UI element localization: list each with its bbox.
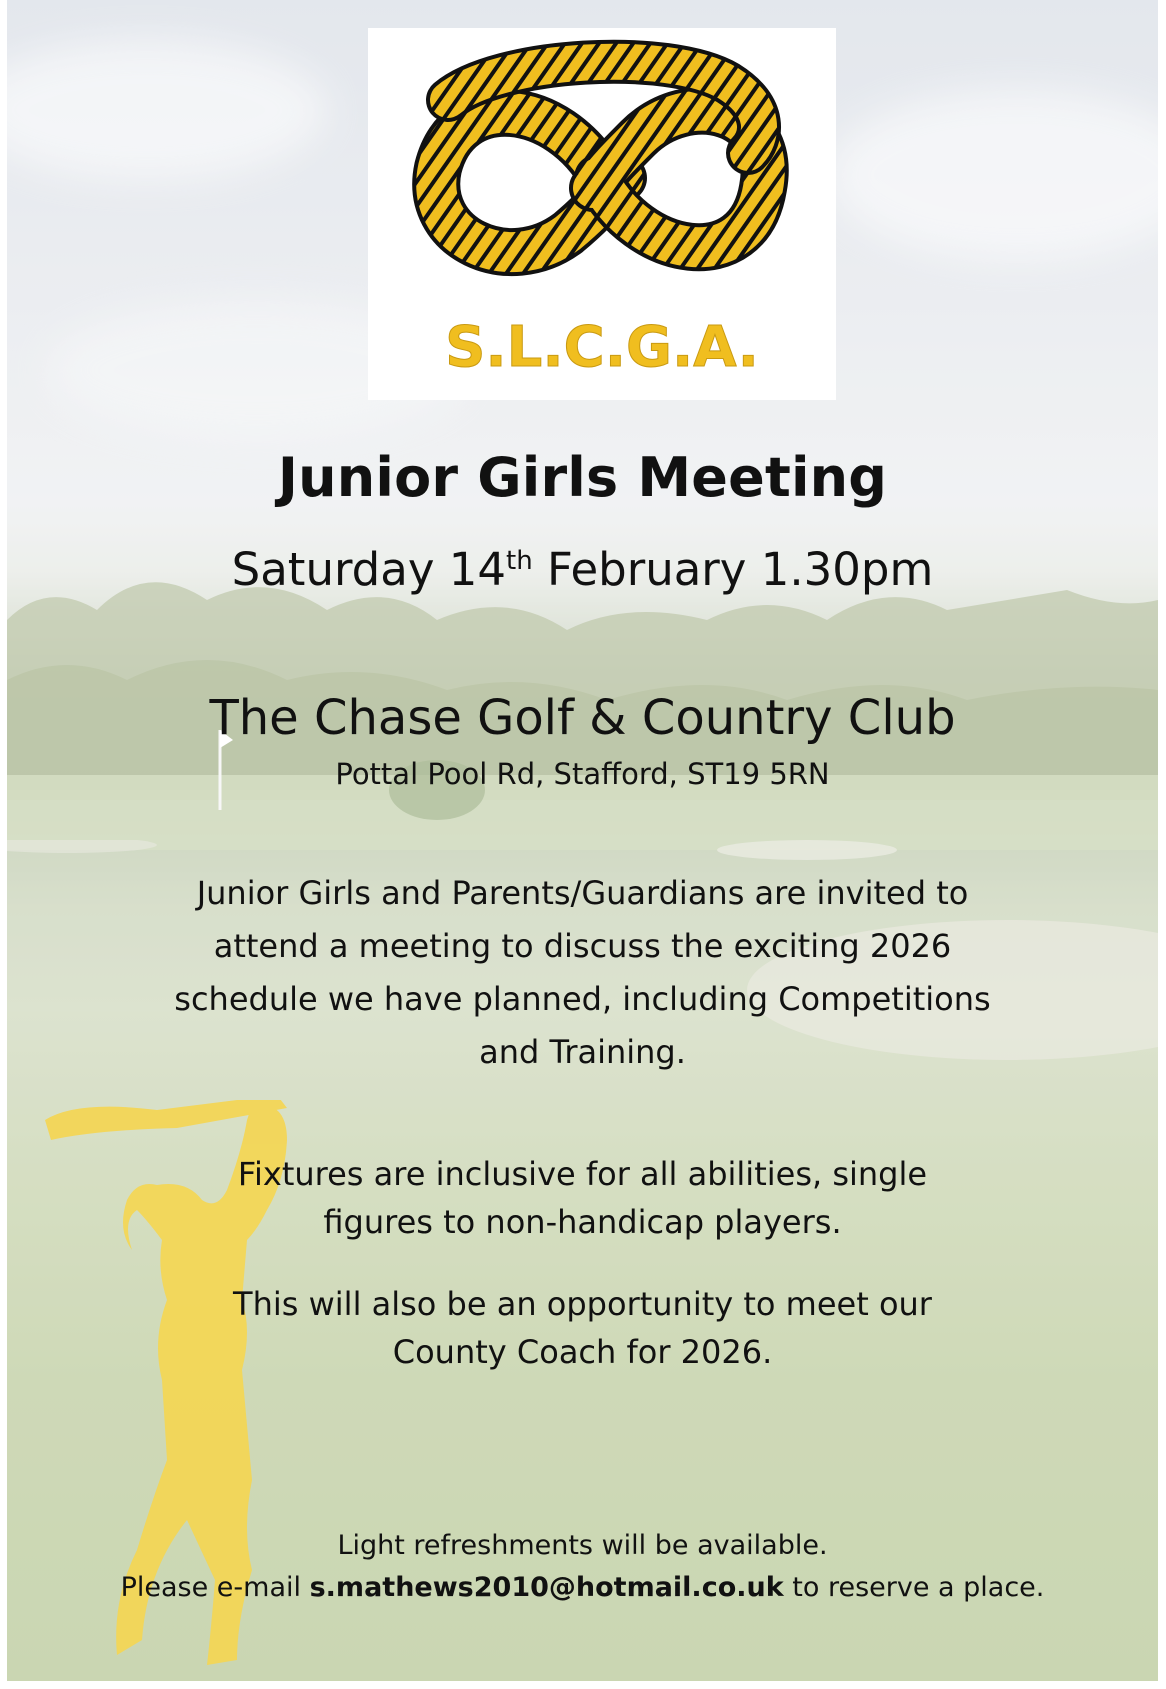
refreshments-note: Light refreshments will be available. [337,1530,828,1561]
date-suffix: th [506,546,533,576]
slcga-logo [368,28,836,400]
logo-text: S.L.C.G.A. [445,315,759,380]
reserve-note [7,1572,1158,1603]
email-suffix: to reserve a place. [783,1572,1045,1603]
stafford-knot-icon [368,28,836,400]
date-rest: February 1.30pm [532,543,934,596]
email-prefix: Please e-mail [120,1572,310,1603]
event-date [7,543,1158,596]
coach-paragraph: This will also be an opportunity to meet our County Coach for 2026. [233,1285,932,1371]
flyer-poster [7,0,1158,1681]
date-prefix: Saturday 14 [231,543,507,596]
contact-email-link[interactable]: s.mathews2010@hotmail.co.uk [309,1572,784,1603]
event-title: Junior Girls Meeting [277,446,888,509]
invitation-paragraph: Junior Girls and Parents/Guardians are invited to attend a meeting to discuss the exciting 2026 schedule we have planned, including Competitions and Training. [174,874,991,1071]
venue-name: The Chase Golf & Country Club [209,690,956,746]
fixtures-paragraph: Fixtures are inclusive for all abilities, single figures to non-handicap players. [237,1155,928,1241]
venue-address: Pottal Pool Rd, Stafford, ST19 5RN [335,757,830,791]
